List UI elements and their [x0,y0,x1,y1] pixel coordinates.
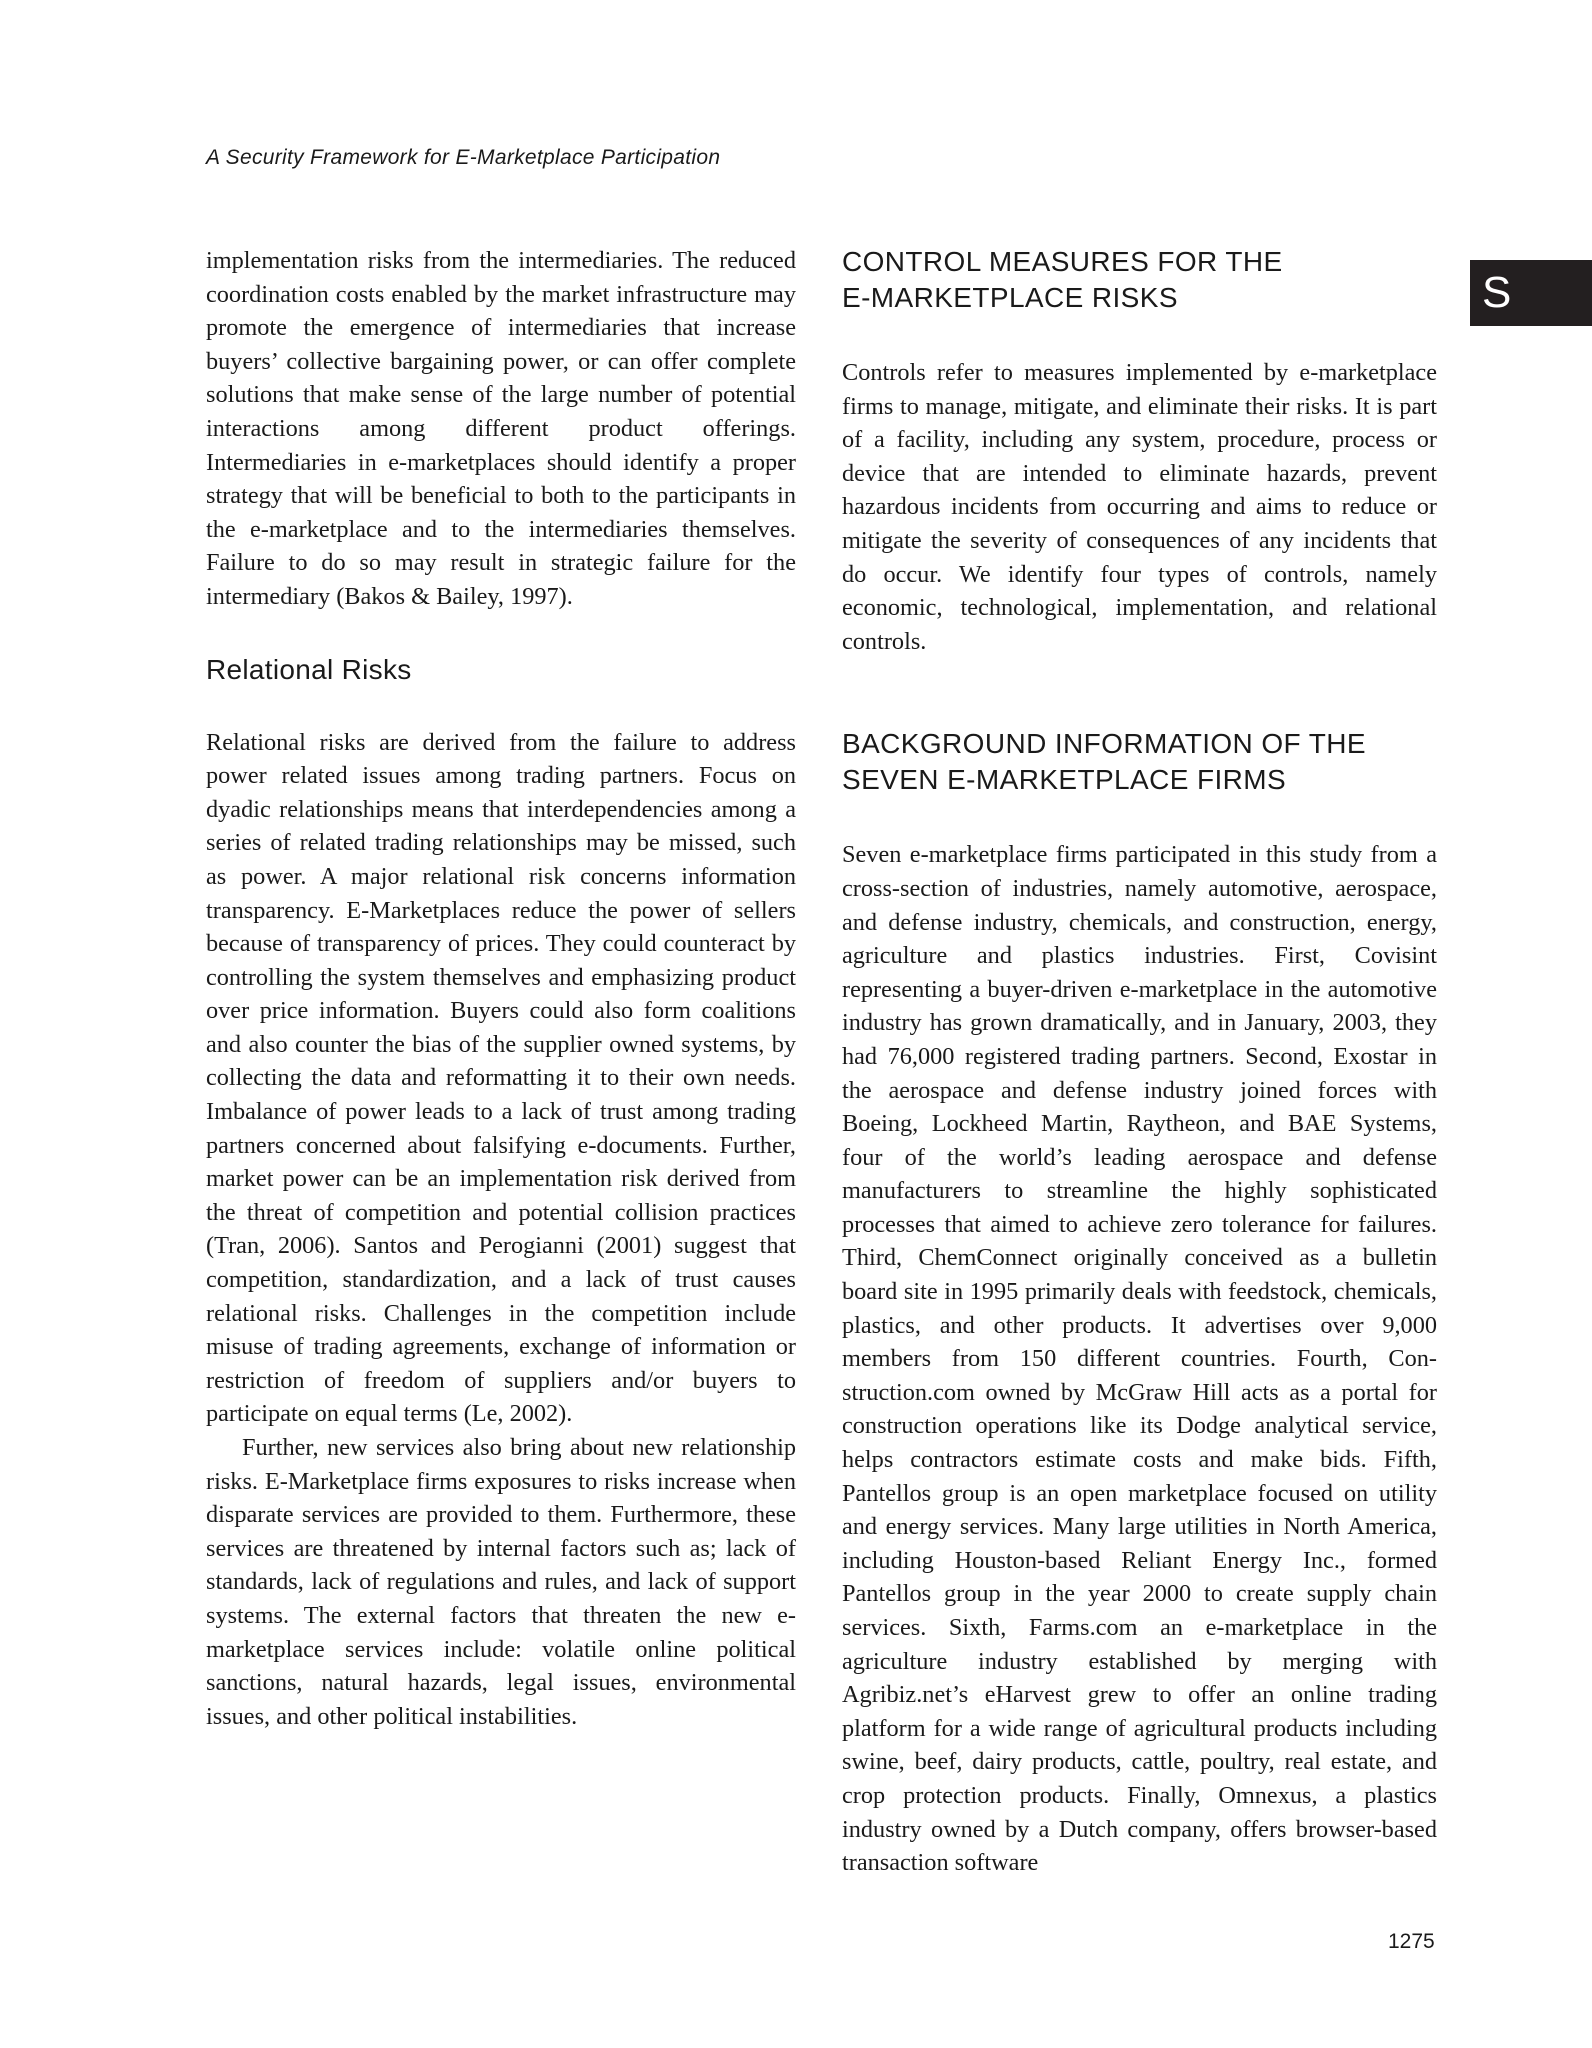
section-heading-control-measures [842,244,1437,316]
heading-line: BACKGROUND INFORMATION OF THE [842,728,1366,760]
subsection-heading-relational-risks: Relational Risks [206,653,412,685]
body-paragraph: Controls refer to measures implemented by e-marketplace firms to manage, mitigate, and eliminate their risks. It is part of a facility, including any system, procedure, process or device that are intended to eliminate hazards, prevent hazardous incidents from occurring and aims to reduce or mitigate the severity of consequences of any incidents that do occur. We identify four types of controls, namely economic, technological, implementation, and relational controls. [842,359,1437,655]
heading-line: E-MARKETPLACE RISKS [842,282,1178,313]
left-column [206,244,796,1733]
right-column [842,244,1437,1880]
section-thumb-tab: S [1470,260,1592,326]
body-paragraph: Relational risks are derived from the failure to address power related issues among trading partners. Focus on dyadic relationships means that interdependencies among a series of related trading relationships may be missed, such as power. A major relational risk concerns information transparency. E-Marketplaces reduce the power of sellers because of transparency of prices. They could counteract by controlling the system themselves and emphasizing product over price information. Buyers could also form coalitions and also counter the bias of the supplier owned systems, by collecting the data and reformatting it to their own needs. Imbalance of power leads to a lack of trust among trading partners concerned about falsifying e-documents. Further, market power can be an implementation risk derived from the threat of competition and potential collision practices (Tran, 2006). Santos and Perogianni (2001) suggest that competition, standardization, and a lack of trust causes relational risks. Challenges in the competition include misuse of trading agreements, exchange of information or restriction of freedom of suppliers and/or buyers to participate on equal terms (Le, 2002). [206,728,796,1428]
heading-line: CONTROL MEASURES FOR THE [842,246,1283,277]
heading-line: SEVEN E-MARKETPLACE FIRMS [842,764,1287,796]
body-paragraph: Further, new services also bring about new relationship risks. E-Marketplace firms exposures to risks increase when disparate services are provided to them. Furthermore, these services are threatened by internal factors such as; lack of standards, lack of regulations and rules, and lack of support systems. The external factors that threaten the new e-marketplace services include: volatile online political sanctions, natural hazards, legal issues, environmental issues, and other political instabilities. [206,1434,796,1730]
section-heading-background-information [842,726,1437,798]
body-paragraph: implementation risks from the intermediaries. The reduced coordination costs enabled by the market infrastructure may promote the emergence of intermediaries that increase buyers’ collective bargaining power, or can offer complete solutions that make sense of the large number of potential interactions among different product offerings. Intermediaries in e-marketplaces should identify a proper strategy that will be beneficial to both to the participants in the e-marketplace and to the intermediaries themselves. Failure to do so may result in strategic failure for the intermediary (Bakos & Bailey, 1997). [206,247,796,610]
page-number: 1275 [1388,1930,1435,1953]
body-paragraph: Seven e-marketplace firms participated in this study from a cross-section of industries, namely automotive, aerospace, and defense industry, chemicals, and construction, energy, agriculture and plastics industries. First, Covisint representing a buyer-driven e-marketplace in the automotive industry has grown dramatically, and in January, 2003, they had 76,000 registered trading partners. Second, Exostar in the aerospace and defense industry joined forces with Boeing, Lockheed Martin, Raytheon, and BAE Systems, four of the world’s leading aerospace and defense manufacturers to streamline the highly sophisticated processes that aimed to achieve zero tolerance for failures. Third, ChemConnect originally conceived as a bulletin board site in 1995 primarily deals with feedstock, chemicals, plastics, and other products. It advertises over 9,000 members from 150 different countries. Fourth, Construction.com owned by McGraw Hill acts as a portal for construction operations like its Dodge analytical service, helps contractors estimate costs and make bids. Fifth, Pantellos group is an open marketplace focused on utility and energy services. Many large utilities in North America, including Houston-based Reliant Energy Inc., formed Pantellos group in the year 2000 to create supply chain services. Sixth, Farms.com an e-marketplace in the agriculture industry established by merging with Agribiz.net’s eHarvest grew to offer an online trading platform for a wide range of agricultural products including swine, beef, dairy products, cattle, poultry, real estate, and crop protection products. Finally, Omnexus, a plastics industry owned by a Dutch company, offers browser-based transaction software [842,841,1437,1877]
running-header-title: A Security Framework for E-Marketplace Participation [206,146,721,169]
